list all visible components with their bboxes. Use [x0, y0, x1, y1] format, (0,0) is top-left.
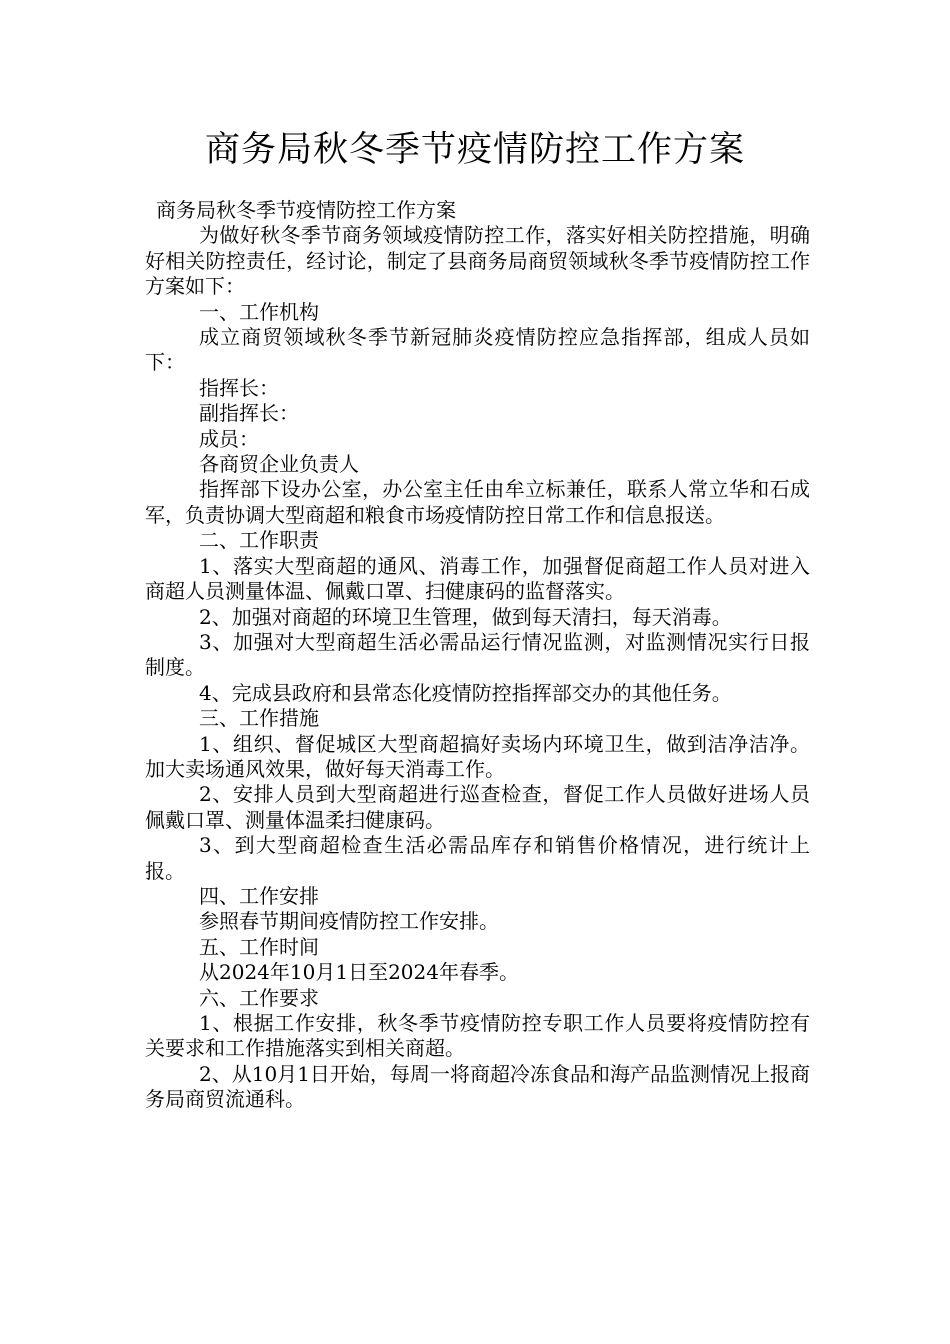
section-heading-3: 三、工作措施 [199, 706, 319, 731]
list-item: 1、落实大型商超的通风、消毒工作，加强督促商超工作人员对进入商超人员测量体温、佩戴口罩、扫健康码的监督落实。 [145, 553, 810, 604]
list-item: 1、组织、督促城区大型商超搞好卖场内环境卫生，做到洁净洁净。加大卖场通风效果，做好每天消毒工作。 [145, 731, 810, 781]
document-title: 商务局秋冬季节疫情防控工作方案 [204, 130, 745, 170]
intro-paragraph: 为做好秋冬季节商务领域疫情防控工作，落实好相关防控措施，明确好相关防控责任，经讨论，制定了县商务局商贸领域秋冬季节疫情防控工作方案如下： [145, 223, 810, 299]
document-body [145, 198, 810, 1113]
paragraph: 成员： [199, 426, 259, 451]
list-item: 1、根据工作安排，秋冬季节疫情防控专职工作人员要将疫情防控有关要求和工作措施落实到相关商超。 [145, 1011, 810, 1061]
section-heading-4: 四、工作安排 [199, 883, 319, 908]
list-item: 2、加强对商超的环境卫生管理，做到每天清扫，每天消毒。 [199, 604, 732, 629]
paragraph: 从2024年10月1日至2024年春季。 [199, 960, 519, 985]
paragraph: 参照春节期间疫情防控工作安排。 [199, 909, 499, 934]
list-item: 2、安排人员到大型商超进行巡查检查，督促工作人员做好进场人员佩戴口罩、测量体温柔扫健康码。 [145, 782, 810, 832]
section-heading-1: 一、工作机构 [199, 299, 319, 324]
list-item: 4、完成县政府和县常态化疫情防控指挥部交办的其他任务。 [199, 680, 732, 705]
doc-subtitle: 商务局秋冬季节疫情防控工作方案 [156, 198, 456, 222]
paragraph: 各商贸企业负责人 [199, 452, 359, 477]
paragraph: 副指挥长： [199, 401, 299, 426]
paragraph: 指挥长： [199, 375, 279, 400]
section-heading-5: 五、工作时间 [199, 934, 319, 959]
paragraph: 成立商贸领域秋冬季节新冠肺炎疫情防控应急指挥部，组成人员如下： [145, 325, 810, 375]
list-item: 3、加强对大型商超生活必需品运行情况监测，对监测情况实行日报制度。 [145, 629, 810, 680]
list-item: 3、到大型商超检查生活必需品库存和销售价格情况，进行统计上报。 [145, 833, 810, 883]
section-heading-2: 二、工作职责 [199, 528, 319, 553]
paragraph: 指挥部下设办公室，办公室主任由牟立标兼任，联系人常立华和石成军，负责协调大型商超和粮食市场疫情防控日常工作和信息报送。 [145, 477, 810, 527]
section-heading-6: 六、工作要求 [199, 985, 319, 1010]
list-item: 2、从10月1日开始，每周一将商超冷冻食品和海产品监测情况上报商务局商贸流通科。 [145, 1061, 810, 1112]
